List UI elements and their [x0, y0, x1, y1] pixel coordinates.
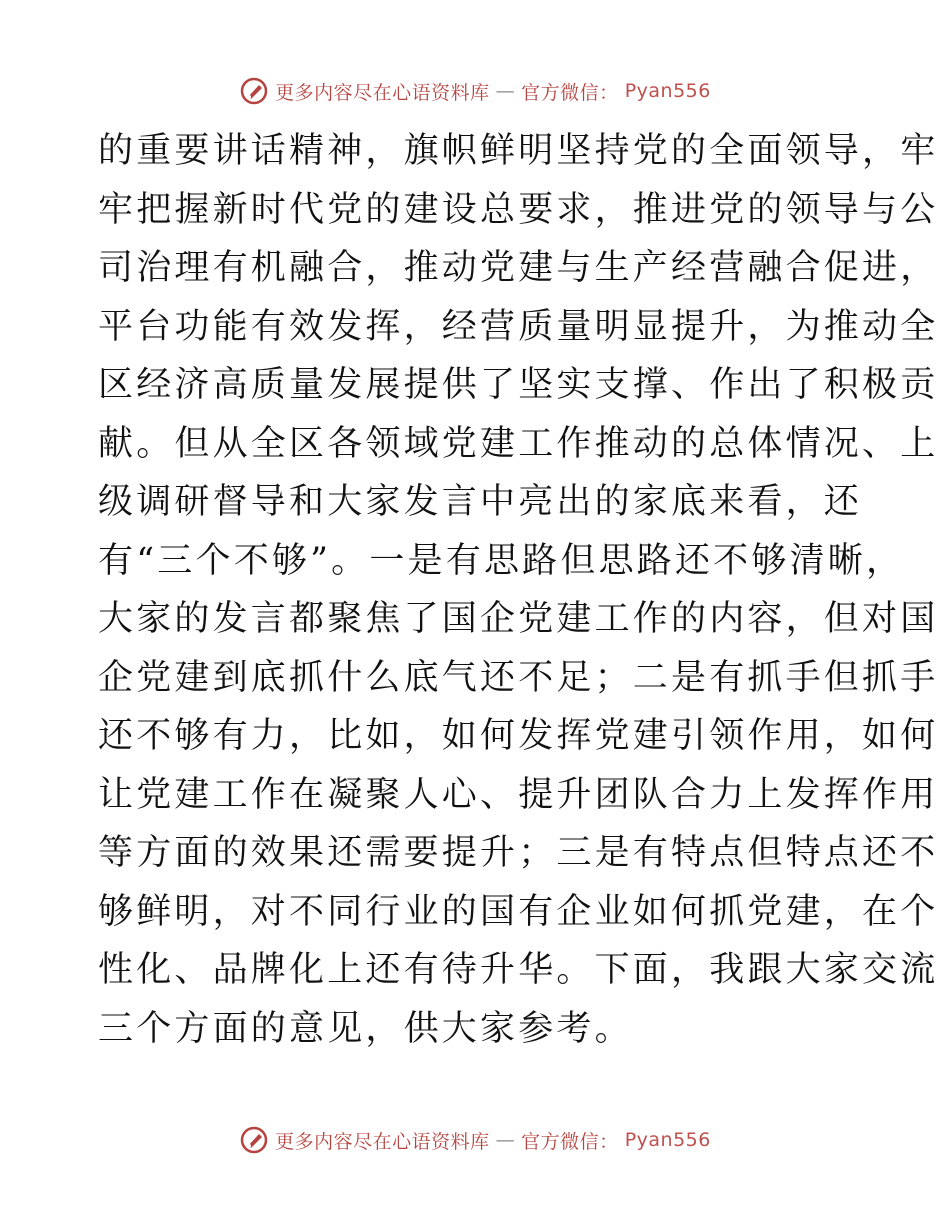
text-line: 级调研督导和大家发言中亮出的家底来看，还: [98, 482, 863, 522]
text-line: 的重要讲话精神，旗帜鲜明坚持党的全面领导，牢: [98, 131, 939, 171]
watermark-text: 更多内容尽在心语资料库: [275, 81, 490, 104]
text-line: 三个方面的意见，供大家参考。: [98, 1008, 633, 1049]
text-line: 让党建工作在凝聚人心、提升团队合力上发挥作用: [98, 774, 939, 815]
pen-logo-icon: [239, 76, 269, 106]
text-line: 司治理有机融合，推动党建与生产经营融合促进，: [98, 248, 939, 288]
text-line: 牢把握新时代党的建设总要求，推进党的领导与公: [98, 189, 939, 230]
text-line: 大家的发言都聚焦了国企党建工作的内容，但对国: [98, 599, 939, 639]
text-line: 献。但从全区各领域党建工作推动的总体情况、上: [98, 423, 939, 464]
watermark-wechat-label: 官方微信：: [521, 1130, 619, 1153]
text-line: 企党建到底抓什么底气还不足；二是有抓手但抓手: [98, 657, 939, 698]
watermark-separator: —: [495, 80, 516, 102]
header-watermark: [0, 76, 950, 106]
text-line: 等方面的效果还需要提升；三是有特点但特点还不: [98, 833, 939, 873]
text-line: 平台功能有效发挥，经营质量明显提升，为推动全: [98, 306, 939, 347]
watermark-wechat-id: Pyan556: [624, 1129, 711, 1151]
text-line: 还不够有力，比如，如何发挥党建引领作用，如何: [98, 716, 939, 756]
watermark-wechat-label: 官方微信：: [521, 81, 619, 104]
footer-watermark: [0, 1125, 950, 1155]
text-line: 性化、品牌化上还有待升华。下面，我跟大家交流: [98, 950, 939, 990]
text-line: 区经济高质量发展提供了坚实支撑、作出了积极贡: [98, 365, 939, 405]
document-body: [98, 122, 939, 1058]
watermark-wechat-id: Pyan556: [624, 80, 711, 102]
text-line: 有“三个不够”。一是有思路但思路还不够清晰，: [98, 540, 905, 581]
pen-logo-icon: [239, 1125, 269, 1155]
watermark-text: 更多内容尽在心语资料库: [275, 1130, 490, 1153]
text-line: 够鲜明，对不同行业的国有企业如何抓党建，在个: [98, 891, 939, 932]
watermark-separator: —: [495, 1129, 516, 1151]
